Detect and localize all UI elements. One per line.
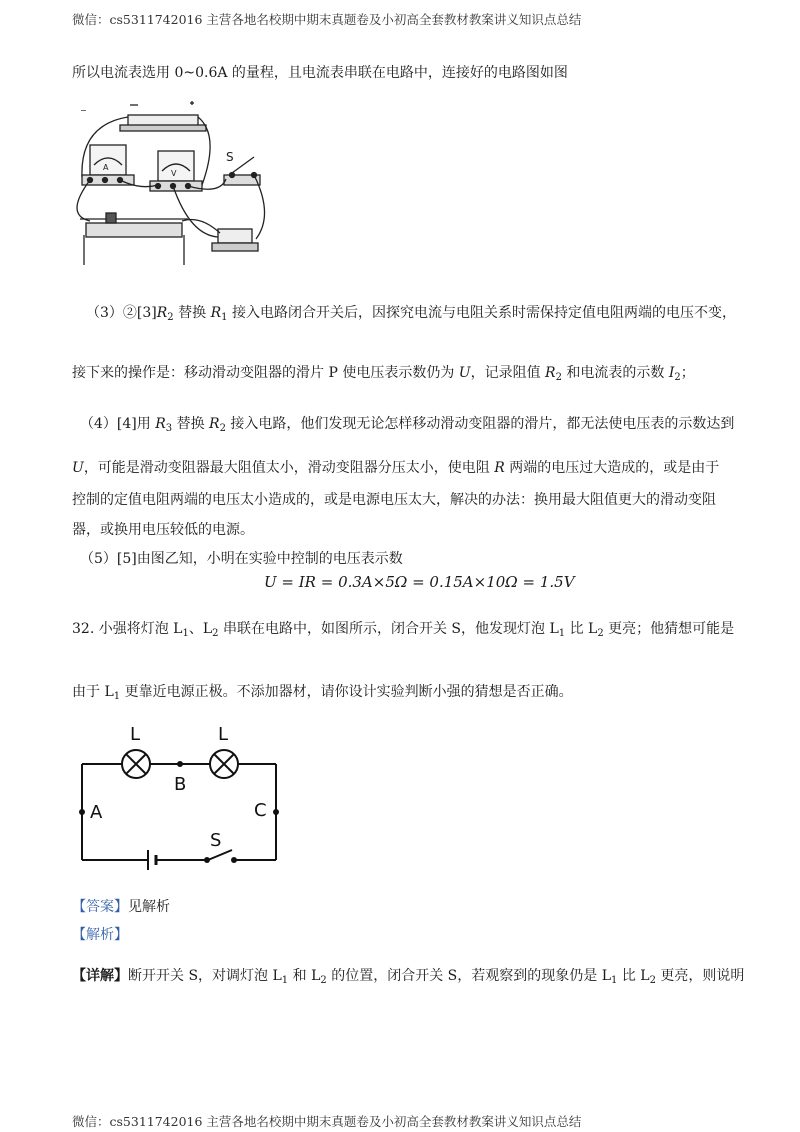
step3-line1: $(3)②[3]R_2$ 替换 $R_1$ 接入电路闭合开关后，因探究电流与电阻关系时需保持定值电阻两端的电压不变，	[86, 305, 736, 323]
step4-line3: 控制的定值电阻两端的电压太小造成的，或是电源电压太大，解决的办法：换用最大阻值更大的滑动变阻	[72, 492, 716, 508]
point-a-label: A	[90, 802, 103, 823]
apparatus-circuit-illustration	[70, 95, 280, 275]
ammeter-label: A	[103, 163, 109, 172]
series-circuit-diagram	[70, 712, 290, 872]
step4-line2: U，可能是滑动变阻器最大阻值太小，滑动变阻器分压太小，使电阻 R 两端的电压过大造成的，或是由于	[72, 460, 720, 476]
page-header: 微信：cs5311742016 主营各地名校期中期末真题卷及小初高全套教材教案讲义知识点总结	[72, 12, 582, 27]
step5-equation: U = IR = 0.3A×5Ω = 0.15A×10Ω = 1.5V	[264, 573, 575, 591]
point-c-label: C	[254, 800, 267, 821]
step3-line2: 接下来的操作是：移动滑动变阻器的滑片 P 使电压表示数仍为 U，记录阻值 $R_2$ 和电流表的示数 $I_2$；	[72, 365, 695, 383]
lamp2-label: L	[218, 724, 229, 745]
step4-line1: （4）[4]用 $R_3$ 替换 $R_2$ 接入电路，他们发现无论怎样移动滑动变阻器的滑片，都无法使电压表的示数达到	[80, 416, 735, 434]
answer-line: 【答案】见解析	[72, 899, 170, 915]
answer-tag: 【答案】	[72, 899, 128, 915]
page-footer: 微信：cs5311742016 主营各地名校期中期末真题卷及小初高全套教材教案讲义知识点总结	[72, 1114, 582, 1129]
svg-text:−: −	[80, 106, 87, 115]
lamp1-label: L	[130, 724, 141, 745]
point-b-label: B	[174, 774, 187, 795]
detail-line1: 【详解】断开开关 S，对调灯泡 $L_1$ 和 $L_2$ 的位置，闭合开关 S，若观察到的现象仍是 $L_1$ 比 $L_2$ 更亮，则说明	[72, 968, 745, 986]
q32-line1: 32. 小强将灯泡 $L_1$、$L_2$ 串联在电路中，如图所示，闭合开关 S，他发现灯泡 $L_1$ 比 $L_2$ 更亮；他猜想可能是	[72, 621, 735, 639]
switch-s-label: S	[210, 830, 222, 851]
analysis-tag: 【解析】	[72, 927, 128, 943]
switch-blade	[208, 850, 232, 860]
voltmeter-label: V	[171, 169, 177, 178]
step5-line1: （5）[5]由图乙知，小明在实验中控制的电压表示数	[80, 551, 403, 567]
switch-label: S	[226, 150, 234, 164]
step4-line4: 器，或换用电压较低的电源。	[72, 522, 254, 538]
paragraph-ammeter-range: 所以电流表选用 0~0.6A 的量程，且电流表串联在电路中，连接好的电路图如图	[72, 65, 568, 81]
q32-line2: 由于 $L_1$ 更靠近电源正极。不添加器材，请你设计实验判断小强的猜想是否正确。	[72, 684, 573, 702]
